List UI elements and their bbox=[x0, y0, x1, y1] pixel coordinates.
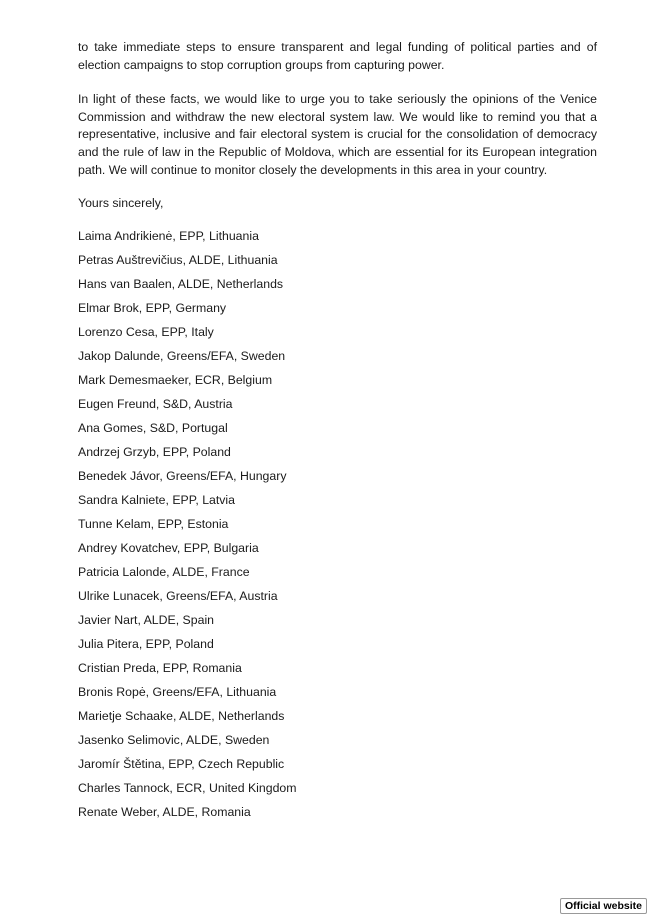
signatory-item: Andrzej Grzyb, EPP, Poland bbox=[78, 445, 231, 459]
signatory-item: Tunne Kelam, EPP, Estonia bbox=[78, 517, 229, 531]
signatory-item: Cristian Preda, EPP, Romania bbox=[78, 661, 242, 675]
signatory-item: Javier Nart, ALDE, Spain bbox=[78, 613, 215, 627]
letter-body bbox=[78, 39, 597, 213]
signatory-item: Laima Andrikienė, EPP, Lithuania bbox=[78, 229, 259, 243]
official-website-badge: Official website bbox=[560, 898, 647, 914]
signatory-item: Ana Gomes, S&D, Portugal bbox=[78, 421, 228, 435]
signatory-item: Eugen Freund, S&D, Austria bbox=[78, 397, 233, 411]
signatory-item: Lorenzo Cesa, EPP, Italy bbox=[78, 325, 214, 339]
signatory-item: Ulrike Lunacek, Greens/EFA, Austria bbox=[78, 589, 278, 603]
signatory-item: Renate Weber, ALDE, Romania bbox=[78, 805, 251, 819]
letter-paragraph: In light of these facts, we would like to urge you to take seriously the opinions of the Venice Commission and withdraw the new electoral system law. We would like to remind you that a representative, inclusive and fair electoral system is crucial for the consolidation of democracy and the rule of law in the Republic of Moldova, which are essential for its European integration path. We will continue to monitor closely the developments in this area in your country. bbox=[78, 92, 597, 177]
signatory-item: Bronis Ropė, Greens/EFA, Lithuania bbox=[78, 685, 277, 699]
signatory-item: Julia Pitera, EPP, Poland bbox=[78, 637, 214, 651]
signatory-item: Jaromír Štětina, EPP, Czech Republic bbox=[78, 757, 285, 771]
signatory-item: Petras Auštrevičius, ALDE, Lithuania bbox=[78, 253, 278, 267]
signatory-item: Hans van Baalen, ALDE, Netherlands bbox=[78, 277, 284, 291]
signatory-item: Jakop Dalunde, Greens/EFA, Sweden bbox=[78, 349, 286, 363]
signatory-item: Marietje Schaake, ALDE, Netherlands bbox=[78, 709, 285, 723]
signatory-item: Elmar Brok, EPP, Germany bbox=[78, 301, 227, 315]
letter-paragraph: to take immediate steps to ensure transparent and legal funding of political parties and of election campaigns to stop corruption groups from capturing power. bbox=[78, 40, 597, 72]
signatory-item: Mark Demesmaeker, ECR, Belgium bbox=[78, 373, 273, 387]
signatory-item: Andrey Kovatchev, EPP, Bulgaria bbox=[78, 541, 259, 555]
signatory-item: Benedek Jávor, Greens/EFA, Hungary bbox=[78, 469, 287, 483]
signatory-item: Jasenko Selimovic, ALDE, Sweden bbox=[78, 733, 270, 747]
signatory-item: Sandra Kalniete, EPP, Latvia bbox=[78, 493, 236, 507]
signatory-item: Patricia Lalonde, ALDE, France bbox=[78, 565, 250, 579]
signatory-item: Charles Tannock, ECR, United Kingdom bbox=[78, 781, 297, 795]
letter-closing: Yours sincerely, bbox=[78, 196, 164, 211]
signatory-list bbox=[78, 228, 297, 828]
